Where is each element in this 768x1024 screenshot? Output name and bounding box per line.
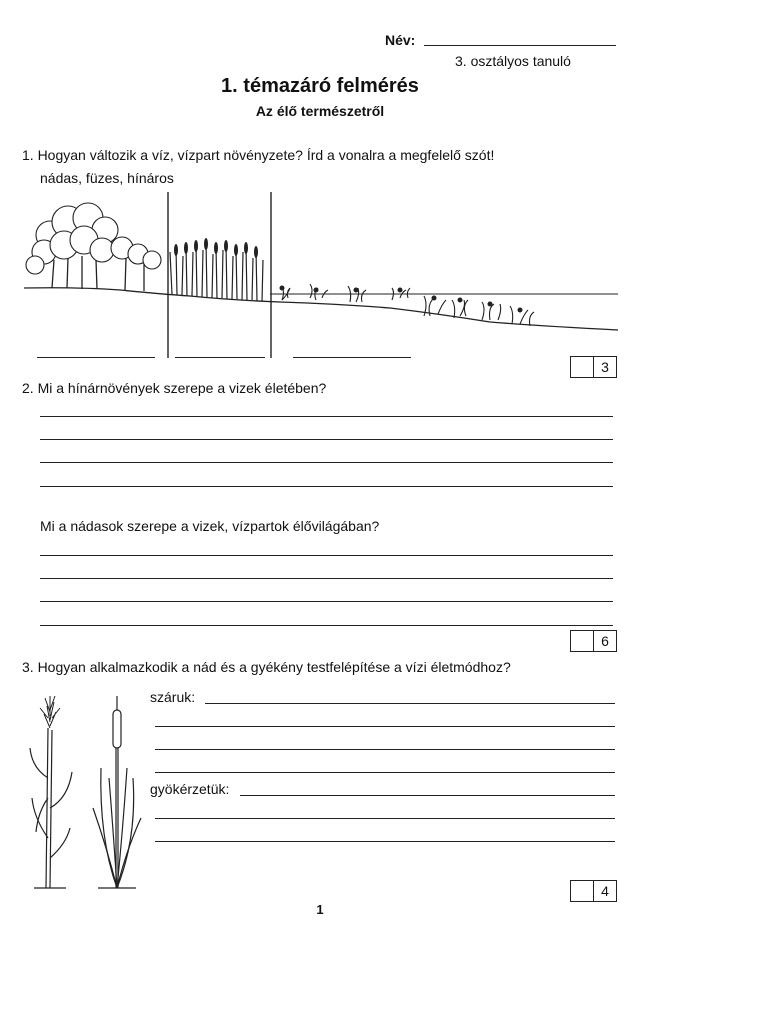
answer-line-q2a-4[interactable] (40, 486, 613, 487)
name-answer-line[interactable] (424, 45, 616, 46)
answer-line-stem-2[interactable] (155, 726, 615, 727)
answer-line-stem-1[interactable] (205, 703, 615, 704)
question-3-text: 3. Hogyan alkalmazkodik a nád és a gyékény testfelépítése a vízi életmódhoz? (22, 659, 511, 675)
waterside-vegetation-illustration (20, 190, 620, 365)
answer-line-q2b-1[interactable] (40, 555, 613, 556)
answer-line-stem-3[interactable] (155, 749, 615, 750)
answer-line-q2b-4[interactable] (40, 625, 613, 626)
question-1-text: 1. Hogyan változik a víz, vízpart növényzete? Írd a vonalra a megfelelő szót! (22, 147, 495, 163)
answer-line-q2b-2[interactable] (40, 578, 613, 579)
page-number: 1 (316, 902, 324, 917)
reed-and-cattail-illustration (26, 688, 146, 894)
stem-label: száruk: (150, 689, 196, 705)
answer-line-1[interactable] (37, 357, 155, 358)
name-label: Név: (385, 32, 416, 48)
answer-line-q2b-3[interactable] (40, 601, 613, 602)
answer-line-q2a-1[interactable] (40, 416, 613, 417)
score-max-q3: 4 (601, 883, 609, 899)
answer-line-q2a-2[interactable] (40, 439, 613, 440)
answer-line-root-1[interactable] (240, 795, 615, 796)
question-2a-text: 2. Mi a hínárnövények szerepe a vizek életében? (22, 380, 327, 396)
answer-line-root-2[interactable] (155, 818, 615, 819)
score-max-q2: 6 (601, 633, 609, 649)
answer-line-stem-4[interactable] (155, 772, 615, 773)
answer-line-3[interactable] (293, 357, 411, 358)
question-1-options: nádas, füzes, hínáros (40, 170, 174, 186)
score-input-box-q2[interactable] (570, 630, 594, 652)
page-subtitle: Az élő természetről (255, 103, 385, 119)
page-title: 1. témazáró felmérés (221, 75, 419, 97)
score-input-box-q1[interactable] (570, 356, 594, 378)
question-2b-text: Mi a nádasok szerepe a vizek, vízpartok élővilágában? (40, 518, 380, 534)
class-label: 3. osztályos tanuló (455, 53, 571, 69)
answer-line-root-3[interactable] (155, 841, 615, 842)
answer-line-q2a-3[interactable] (40, 462, 613, 463)
answer-line-2[interactable] (175, 357, 265, 358)
score-max-q1: 3 (601, 359, 609, 375)
score-input-box-q3[interactable] (570, 880, 594, 902)
root-label: gyökérzetük: (150, 781, 230, 797)
